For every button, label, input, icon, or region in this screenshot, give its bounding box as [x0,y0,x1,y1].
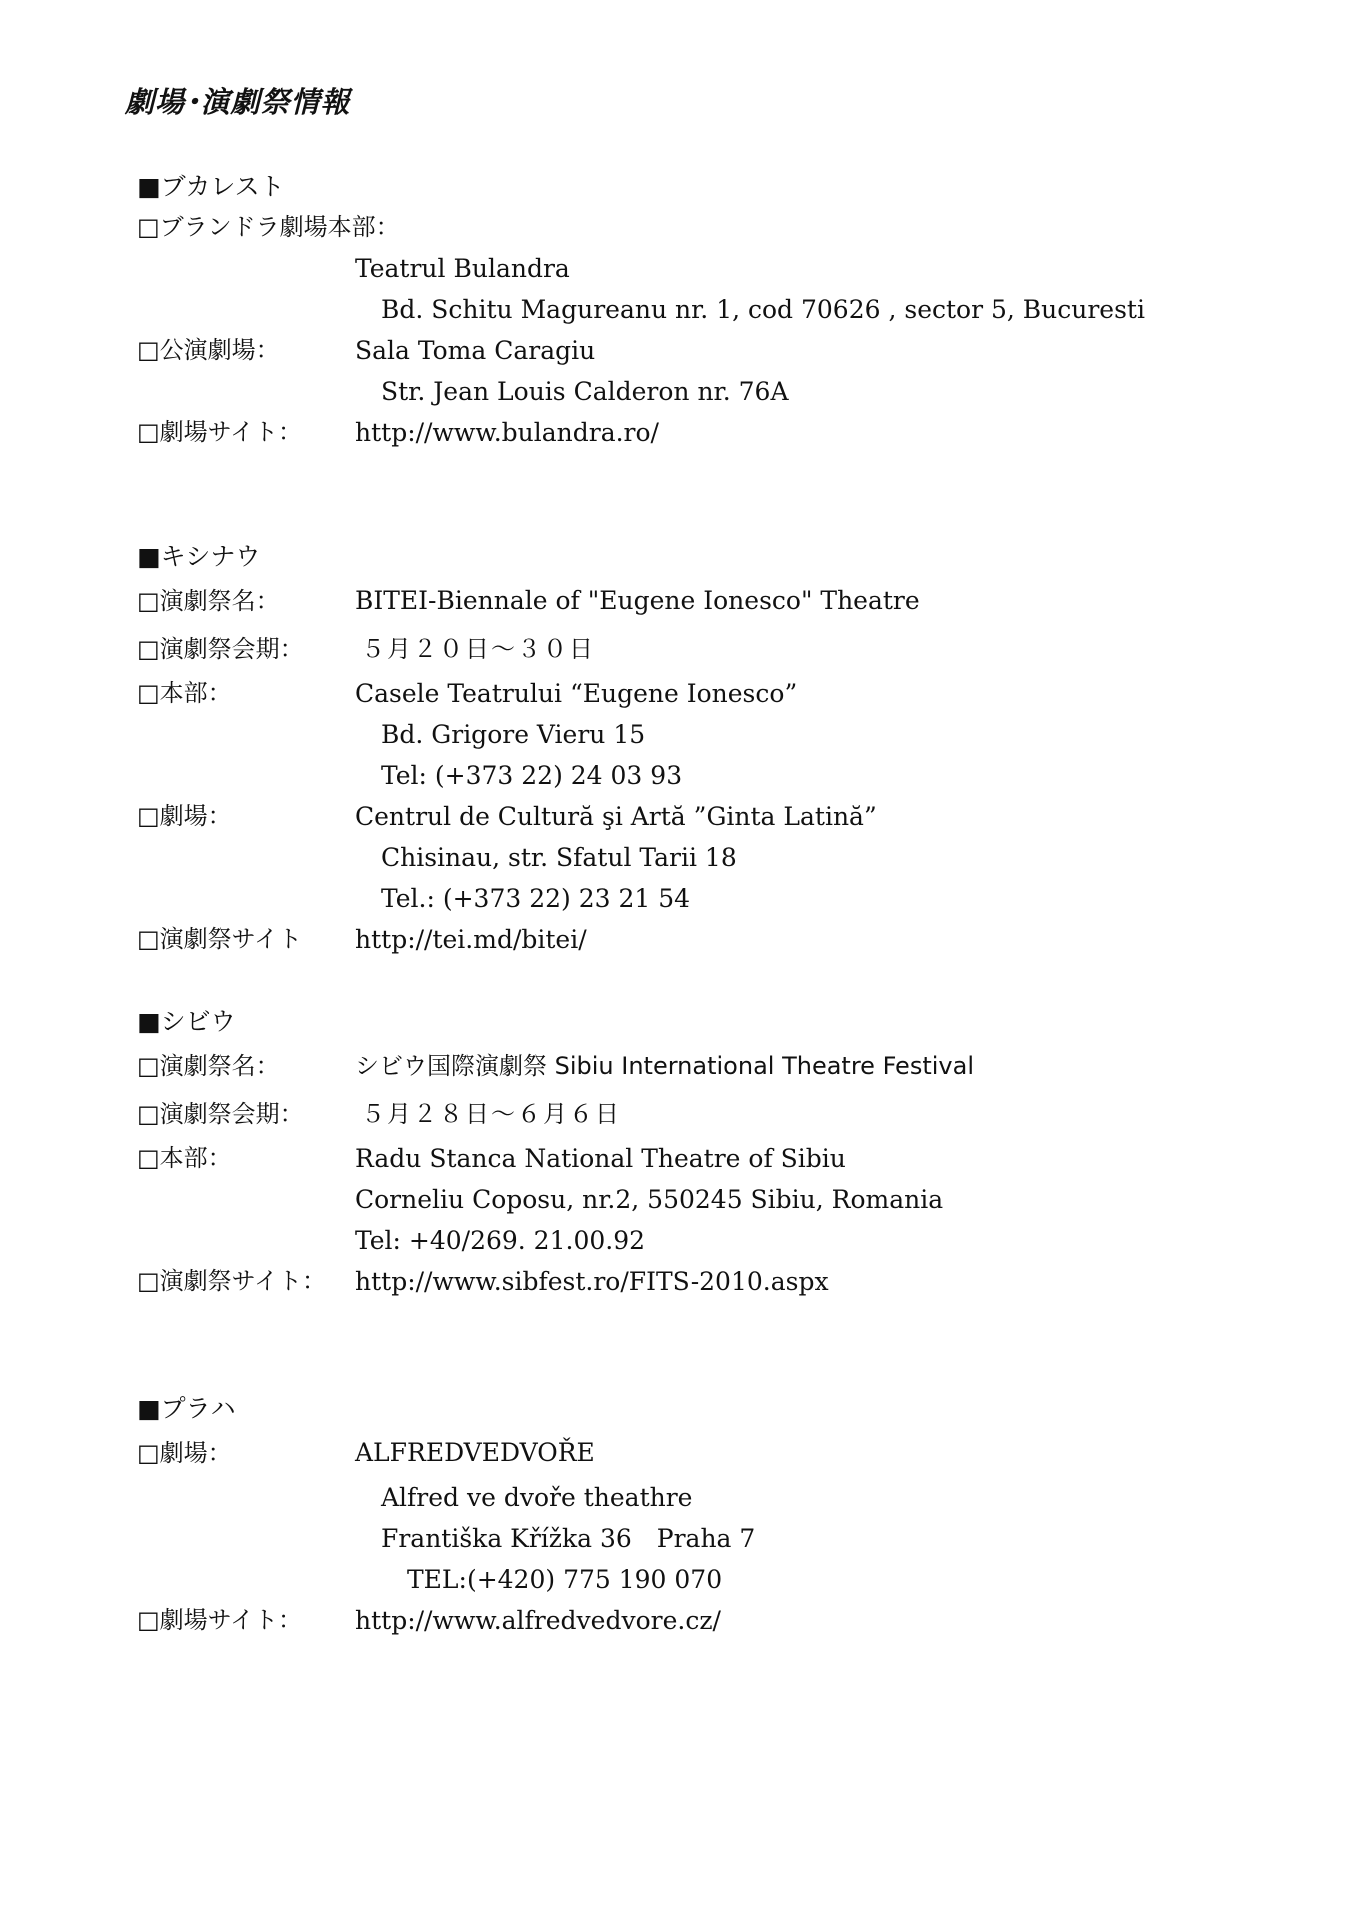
field-label: □演劇祭名： [137,1052,280,1080]
info-row [137,412,1317,453]
field-label: □劇場： [137,802,232,830]
field-label: □ブランドラ劇場本部： [137,213,400,241]
field-value: シビウ国際演劇祭 Sibiu International Theatre Festival [355,1052,974,1080]
site-url: http://www.sibfest.ro/FITS-2010.aspx [355,1267,829,1296]
address-line: Františka Křížka 36 Praha 7 [381,1524,756,1553]
phone-line: TEL:(+420) 775 190 070 [407,1565,723,1594]
field-label: □演劇祭会期： [137,635,304,663]
phone-line: Tel: +40/269. 21.00.92 [355,1226,646,1255]
field-label: □本部： [137,1144,232,1172]
info-row [137,625,1317,673]
info-row [137,1261,1317,1302]
info-row [137,673,1317,714]
address-line: Chisinau, str. Sfatul Tarii 18 [381,843,737,872]
info-row [137,755,1317,796]
field-label: □劇場： [137,1439,232,1467]
info-row [137,1042,1317,1090]
field-label: □劇場サイト： [137,1606,302,1634]
info-row [137,878,1317,919]
address-line: Bd. Grigore Vieru 15 [381,720,646,749]
info-row [137,1518,1317,1559]
site-url: http://tei.md/bitei/ [355,925,587,954]
info-row [137,371,1317,412]
info-row [137,1559,1317,1600]
field-value: Centrul de Cultură şi Artă ”Ginta Latină” [355,802,877,831]
field-label: □演劇祭名： [137,587,280,615]
phone-line: Tel.: (+373 22) 23 21 54 [381,884,691,913]
field-label: □演劇祭サイト： [137,1267,326,1295]
info-row [137,714,1317,755]
info-row [137,1429,1317,1477]
info-row [137,248,1317,289]
section-bucharest [137,166,1317,453]
field-label: □演劇祭会期： [137,1100,304,1128]
address-line: Corneliu Coposu, nr.2, 550245 Sibiu, Romania [355,1185,944,1214]
info-row [137,577,1317,625]
field-value: Sala Toma Caragiu [355,336,596,365]
info-row [137,1600,1317,1641]
info-row [137,1090,1317,1138]
info-row [137,1179,1317,1220]
field-label: □公演劇場： [137,336,280,364]
address-line: Bd. Schitu Magureanu nr. 1, cod 70626 , sector 5, Bucuresti [381,295,1145,324]
field-label: □本部： [137,679,232,707]
info-row [137,796,1317,837]
field-value: ALFREDVEDVOŘE [355,1438,595,1467]
section-prague [137,1388,1317,1641]
field-value: Teatrul Bulandra [355,254,570,283]
field-value: BITEI-Biennale of "Eugene Ionesco" Theatre [355,586,920,615]
section-heading: ■キシナウ [137,542,261,571]
site-url: http://www.bulandra.ro/ [355,418,659,447]
info-row [137,330,1317,371]
address-line: Str. Jean Louis Calderon nr. 76A [381,377,789,406]
section-heading: ■シビウ [137,1007,236,1036]
field-label: □劇場サイト： [137,418,302,446]
field-value: ５月２０日〜３０日 [361,635,595,663]
field-value: Radu Stanca National Theatre of Sibiu [355,1144,846,1173]
site-url: http://www.alfredvedvore.cz/ [355,1606,721,1635]
section-chisinau [137,536,1317,960]
section-sibiu [137,1001,1317,1302]
info-row [137,1138,1317,1179]
info-row [137,207,1317,248]
field-value: ５月２８日〜６月６日 [361,1100,621,1128]
field-value: Alfred ve dvoře theathre [381,1483,693,1512]
section-heading: ■ブカレスト [137,172,285,201]
info-row [137,1220,1317,1261]
info-row [137,919,1317,960]
phone-line: Tel: (+373 22) 24 03 93 [381,761,683,790]
page-title: 劇場･演劇祭情報 [125,85,351,119]
section-heading: ■プラハ [137,1394,236,1423]
info-row [137,837,1317,878]
field-value: Casele Teatrului “Eugene Ionesco” [355,679,798,708]
info-row [137,289,1317,330]
info-row [137,1477,1317,1518]
field-label: □演劇祭サイト [137,925,302,953]
